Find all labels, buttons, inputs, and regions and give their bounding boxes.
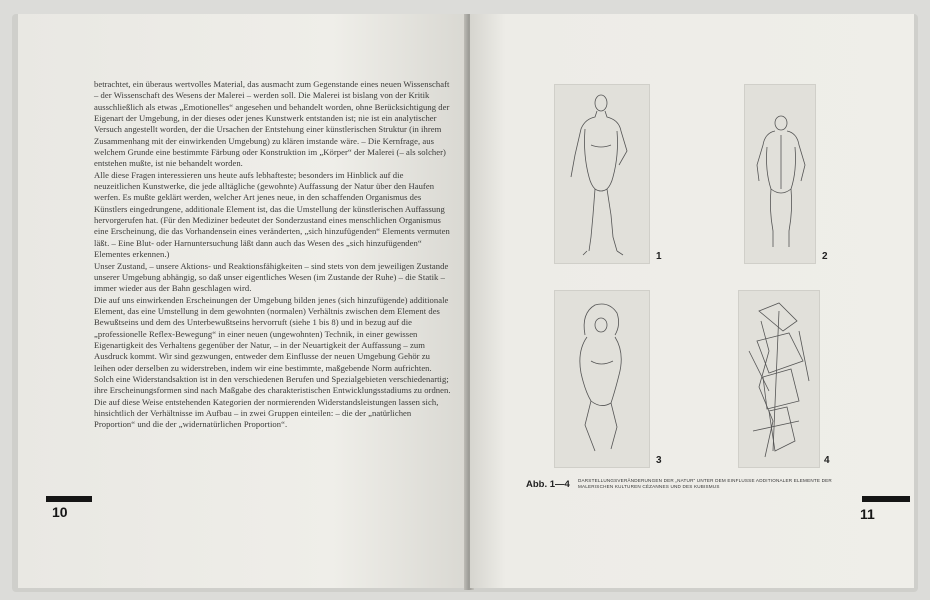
page-number-rule xyxy=(862,496,910,502)
page-number: 10 xyxy=(52,504,68,520)
page-number: 11 xyxy=(860,506,875,522)
standing-figure-back-drawing xyxy=(745,85,815,263)
book-spread xyxy=(12,14,918,592)
cubist-figure-drawing xyxy=(739,291,819,467)
paragraph: betrachtet, ein überaus wertvolles Material, das ausmacht zum Gegenstande eines neuen Wissenschaft – der Wissenschaft des Wesens der Malerei – werden soll. Die Malerei ist bislang von der Kritik ausschließlich als etwas „Emotionelles“ angesehen und behandelt worden, ohne Berücksichtigung der Eigenart der Umgebung, in der dieses oder jenes Kunstwerk entstanden ist; nie ist ein analytischer Versuch angestellt worden, der die Ursachen der Entstehung einer künstlerischen Struktur (in ihrem Zusammenhang mit der einwirkenden Umgebung) zu klären imstande wäre. – Die Kernfrage, aus welchem Grunde eine bestimmte Färbung oder Konstruktion im „Körper“ der Malerei (– als solcher) entstehen mußte, ist nie behandelt worden. xyxy=(94,79,450,169)
raised-arms-figure-drawing xyxy=(555,291,649,467)
figure-4-image xyxy=(738,290,820,468)
figure-caption-text: DARSTELLUNGSVERÄNDERUNGEN DER „NATUR“ UNTER DEM EINFLUSSE ADDITIONALER ELEMENTE DER MALERISCHEN KULTUREN CÉZANNES UND DES KUBISMUS xyxy=(578,478,832,489)
body-text xyxy=(94,79,452,431)
paragraph: Die auf uns einwirkenden Erscheinungen der Umgebung bilden jenes (sich hinzufügende) additionale Element, das eine Umstellung in dem gewohnten (normalen) Verhältnis zwischen dem Element des Bewußtseins und dem des Unterbewußtseins hervorruft (siehe 1 bis 8) und in bezug auf die „professionelle Reflex-Bewegung“ in einer neuen (ungewohnten) Technik, in einer gewissen Eigenartigkeit des Verhaltens gegenüber der Natur, – in der Neuartigkeit der Auffassung – zum Ausdruck kommt. Wir sind gezwungen, entweder dem Einflusse der neuen Umgebung Gehör zu leihen oder derselben zu widerstreben, indem wir eine bestimmte, maßgebende Norm aufrichten. Solch eine Widerstandsaktion ist in den verschiedenen Berufen und Spezialgebieten verschiedenartig; ihre Erscheinungsformen sind nach Maßgabe des charakteristischen Entwicklungsstadiums zu ordnen. Die auf diese Weise entstehenden Kategorien der normierenden Widerstandsleistungen lassen sich, hinsichtlich der Verhältnisse im Aufbau – in zwei Gruppen einteilen: – die der „natürlichen Proportion“ und die der „widernatürlichen Proportion“. xyxy=(94,294,451,430)
paragraph: Alle diese Fragen interessieren uns heute aufs lebhafteste; besonders im Hinblick auf die neuzeitlichen Kunstwerke, die jede alltägliche (gewohnte) Auffassung der Natur über den Haufen werfen. Es mußte geklärt werden, welcher Art jenes neue, in den schaffenden Organismus des Künstlers eingedrungene, additionale Element ist, das die Umstellung der künstlerischen Auffassung hervorgerufen hat. (Für den Mediziner bedeutet der Sonderzustand eines menschlichen Organismus eine Erscheinung, die das Vorhandensein eines veränderten, „sich hinzufügenden“ Elements vermuten läßt. – Eine Blut- oder Harnuntersuchung läßt dann auch das Wesen des „sich hinzufügenden“ Elementes erkennen.) xyxy=(94,169,450,260)
figure-1-image xyxy=(554,84,650,264)
figure-2-image xyxy=(744,84,816,264)
figure-number: 1 xyxy=(656,251,662,262)
figure-number: 2 xyxy=(822,251,828,262)
standing-figure-front-drawing xyxy=(555,85,649,263)
figure-number: 4 xyxy=(824,455,830,466)
left-page xyxy=(18,14,468,588)
page-number-rule xyxy=(46,496,92,502)
figure-3-image xyxy=(554,290,650,468)
right-page xyxy=(470,14,914,588)
figure-caption-label: Abb. 1—4 xyxy=(526,479,570,490)
paragraph: Unser Zustand, – unsere Aktions- und Reaktionsfähigkeiten – sind stets von dem jeweiligen Zustande unserer Umgebung abhängig, so daß unser eigentliches Wesen (im Zustande der Ruhe) – die Statik – immer wieder aus der Bahn geschlagen wird. xyxy=(94,260,449,294)
figure-number: 3 xyxy=(656,455,662,466)
